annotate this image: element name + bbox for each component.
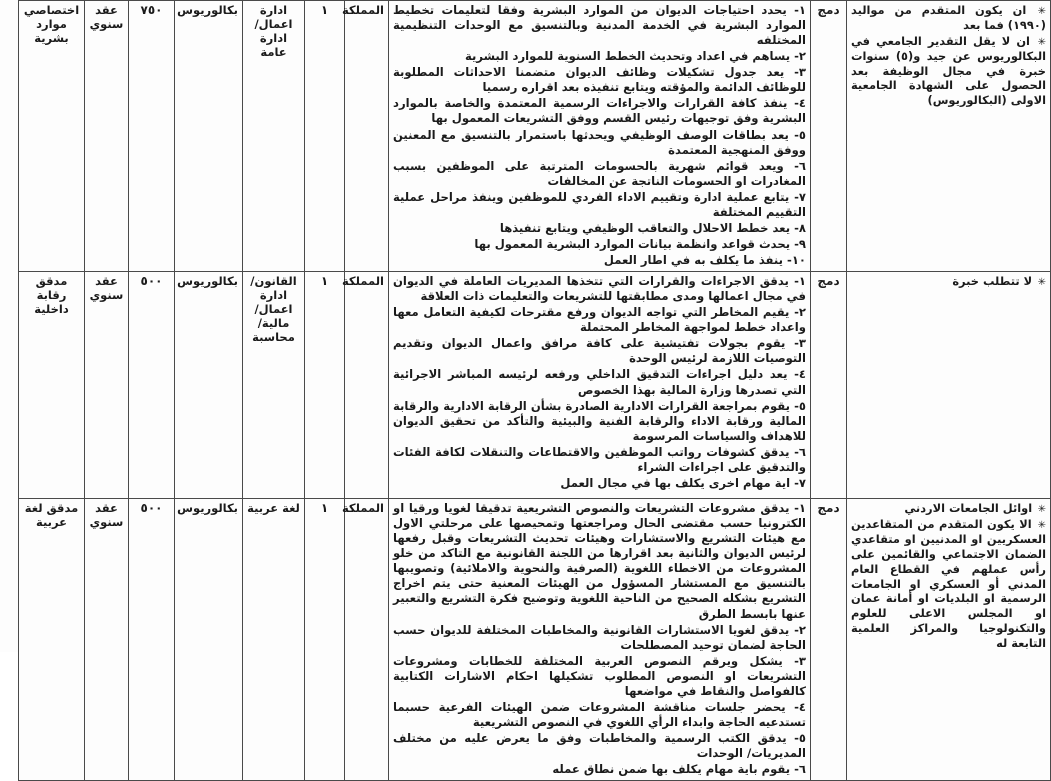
duty-item: ٦- ويعد قوائم شهرية بالحسومات المترتبة على الموظفين بسبب المغادرات او الحسومات الناتجة عن المخالفات	[393, 158, 806, 188]
bullet-icon: ✳	[1033, 520, 1046, 532]
duty-item: ٤- يحضر جلسات مناقشة المشروعات ضمن الهيئات الفرعية حسبما تستدعيه الحاجة وابداء الرأي اللغوي في النصوص التشريعية	[393, 699, 806, 729]
table-row	[19, 1, 1051, 272]
cell-count: ١	[305, 1, 345, 272]
duty-item: ٢- يقيم المخاطر التي تواجه الديوان ورفع مقترحات لكيفية التعامل معها واعداد خطط لمواجهة المخاطر المحتملة	[393, 305, 806, 335]
duty-item: ٩- يحدث قواعد وانظمة بيانات الموارد البشرية المعمول بها	[474, 236, 806, 251]
bullet-icon: ✳	[1028, 6, 1046, 17]
duty-item: ١- يدقق الاجراءات والقرارات التي تتخذها المديريات العاملة في الديوان في مجال اعمالها ومدى مطابقتها للتشريعات والتعليمات ذات العلاقة	[393, 274, 806, 304]
cell-title: اختصاصي موارد بشرية	[19, 1, 85, 272]
cell-merge: دمج	[811, 272, 847, 499]
duty-item: ٢- يساهم في اعداد وتحديث الخطط السنوية للموارد البشرية	[465, 49, 806, 64]
cell-merge: دمج	[811, 499, 847, 781]
duty-item: ٣- يعد جدول تشكيلات وظائف الديوان متضمنا الاحداثات المطلوبة للوظائف الدائمة والمؤقته ويتابع تنفيذه بعد اقراره رسميا	[393, 65, 806, 95]
cell-title: مدقق لغة عربية	[19, 499, 85, 781]
bullet-icon: ✳	[1034, 277, 1046, 289]
jobs-table-body	[19, 1, 1051, 781]
cell-contract: عقد سنوي	[85, 499, 129, 781]
cell-salary: ٥٠٠	[129, 499, 175, 781]
condition-item: ✳ الا يكون المتقدم من المتقاعدين العسكريين او المدنيين او متقاعدي الضمان الاجتماعي والقائمين على رأس عملهم في القطاع العام المدني أو العسكري او الجامعات الرسمية او البلديات او أمانة عمان او المجلس الاعلى للعلوم والتكنولوجيا والمراكز العلمية التابعة له	[851, 517, 1046, 650]
cell-contract: عقد سنوي	[85, 272, 129, 499]
cell-specialization: القانون/ ادارة اعمال/ مالية/ محاسبة	[243, 272, 305, 499]
condition-item: ✳ ان لا يقل التقدير الجامعي في البكالوريوس عن جيد و(٥) سنوات خبرة في مجال الوظيفة بعد الحصول على الشهادة الجامعية الاولى (البكالوريوس)	[851, 33, 1047, 108]
duty-item: ٥- يعد بطاقات الوصف الوظيفي ويحدثها باستمرار بالتنسيق مع المعنين ووفق المنهجية المعتمدة	[393, 127, 806, 157]
cell-salary: ٧٥٠	[129, 1, 175, 272]
table-row	[19, 272, 1051, 499]
duty-item: ٤- ينفذ كافة القرارات والاجراءات الرسمية المعتمدة والخاصة بالموارد البشرية وفق توجيهات رئيس القسم ووفق التشريعات المعمول بها	[393, 96, 806, 126]
duty-item: ٦- يدقق كشوفات رواتب الموظفين والاقتطاعات والتنقلات لكافة الفئات والتدقيق على اجراءات الشراء	[393, 444, 806, 474]
cell-count: ١	[305, 499, 345, 781]
cell-degree: بكالوريوس	[175, 272, 243, 499]
duty-item: ١- يحدد احتياجات الديوان من الموارد البشرية وفقا لتعليمات تخطيط الموارد البشرية في الخدمة المدنية وبالتنسيق مع الوحدات التنظيمية المختلفه	[393, 3, 806, 48]
condition-item: ✳ لا تتطلب خبرة	[952, 274, 1046, 289]
cell-conditions	[847, 272, 1051, 499]
duty-item: ٣- يقوم بجولات تفتيشية على كافة مرافق واعمال الديوان وتقديم التوصيات اللازمة لرئيس الوحدة	[393, 336, 806, 366]
cell-conditions	[847, 1, 1051, 272]
jobs-table	[18, 0, 1051, 781]
cell-degree: بكالوريوس	[175, 499, 243, 781]
condition-item: ✳ اوائل الجامعات الاردني	[904, 501, 1046, 516]
cell-merge: دمج	[811, 1, 847, 272]
cell-duties	[389, 499, 811, 781]
duty-item: ٧- يتابع عملية ادارة وتقييم الاداء الفردي للموظفين وينفذ مراحل عملية التقييم المختلفة	[393, 189, 806, 219]
cell-place: المملكة	[345, 1, 389, 272]
bullet-icon: ✳	[1034, 504, 1046, 516]
condition-item: ✳ ان يكون المتقدم من مواليد (١٩٩٠) فما بعد	[851, 3, 1046, 32]
cell-specialization: لغة عربية	[243, 499, 305, 781]
duty-item: ٣- يشكل ويرقم النصوص العربية المختلفة للخطابات ومشروعات التشريعات او النصوص المطلوب تشكيلها احكام الاشارات الكتابية كالفواصل والنقاط في مواضعها	[393, 653, 806, 698]
cell-title: مدقق رقابة داخلية	[19, 272, 85, 499]
cell-contract: عقد سنوي	[85, 1, 129, 272]
duty-item: ٧- اية مهام اخرى يكلف بها في مجال العمل	[560, 475, 806, 490]
bullet-icon: ✳	[1031, 36, 1046, 48]
duty-item: ٥- يدقق الكتب الرسمية والمخاطبات وفق ما يعرض عليه من مختلف المديريات/ الوحدات	[393, 731, 806, 761]
duty-item: ٤- يعد دليل اجراءات التدقيق الداخلي ورفعه لرئيسه المباشر الاجرائية التي تصدرها وزارة المالية بهذا الخصوص	[393, 367, 806, 397]
duty-item: ٨- يعد خطط الاحلال والتعاقب الوظيفي ويتابع تنفيذها	[499, 220, 806, 235]
cell-salary: ٥٠٠	[129, 272, 175, 499]
duty-item: ٥- يقوم بمراجعة القرارات الادارية الصادرة بشأن الرقابة الادارية والرقابة المالية ورقابة الاداء والرقابة الفنية والبيئية والتأكد من تحقيق الديوان للاهداف والسياسات المرسومة	[393, 398, 806, 443]
duty-item: ٢- يدقق لغويا الاستشارات القانونية والمخاطبات المختلفة للديوان حسب الحاجة لضمان توحيد المصطلحات	[393, 622, 806, 652]
cell-place: المملكة	[345, 272, 389, 499]
duty-item: ١٠- ينفذ ما يكلف به في اطار العمل	[603, 253, 806, 267]
duty-item: ٦- يقوم باية مهام يكلف بها ضمن نطاق عمله	[552, 762, 806, 777]
cell-count: ١	[305, 272, 345, 499]
cell-conditions	[847, 499, 1051, 781]
duty-item: ١- يدقق مشروعات التشريعات والنصوص التشريعية تدقيقا لغويا ورقيا او الكترونيا حسب مقتضى الحال ومراجعتها وتمحيصها على مرحلتي الاول مع هيئات التشريع والاستشارات وهيئات تحديث التشريعات وقبل رفعها لرئيس الديوان والثانية بعد اقرارها من اللجنة القانونية مع التاكد من خلو المشروعات من الاخطاء اللغوية (الصرفية والنحوية والاملائية) وتصويبها بالتنسيق مع المستشار المسؤول من الهيئات المعنية حتى يتم اخراج التشريع بشكله الصحيح من الناحية اللغوية وتوضيح فكرة التشريع والتعبير عنها بابسط الطرق	[393, 501, 806, 621]
cell-duties	[389, 272, 811, 499]
table-row	[19, 499, 1051, 781]
cell-specialization: ادارة اعمال/ ادارة عامة	[243, 1, 305, 272]
cell-degree: بكالوريوس	[175, 1, 243, 272]
cell-duties	[389, 1, 811, 272]
cell-place: المملكة	[345, 499, 389, 781]
